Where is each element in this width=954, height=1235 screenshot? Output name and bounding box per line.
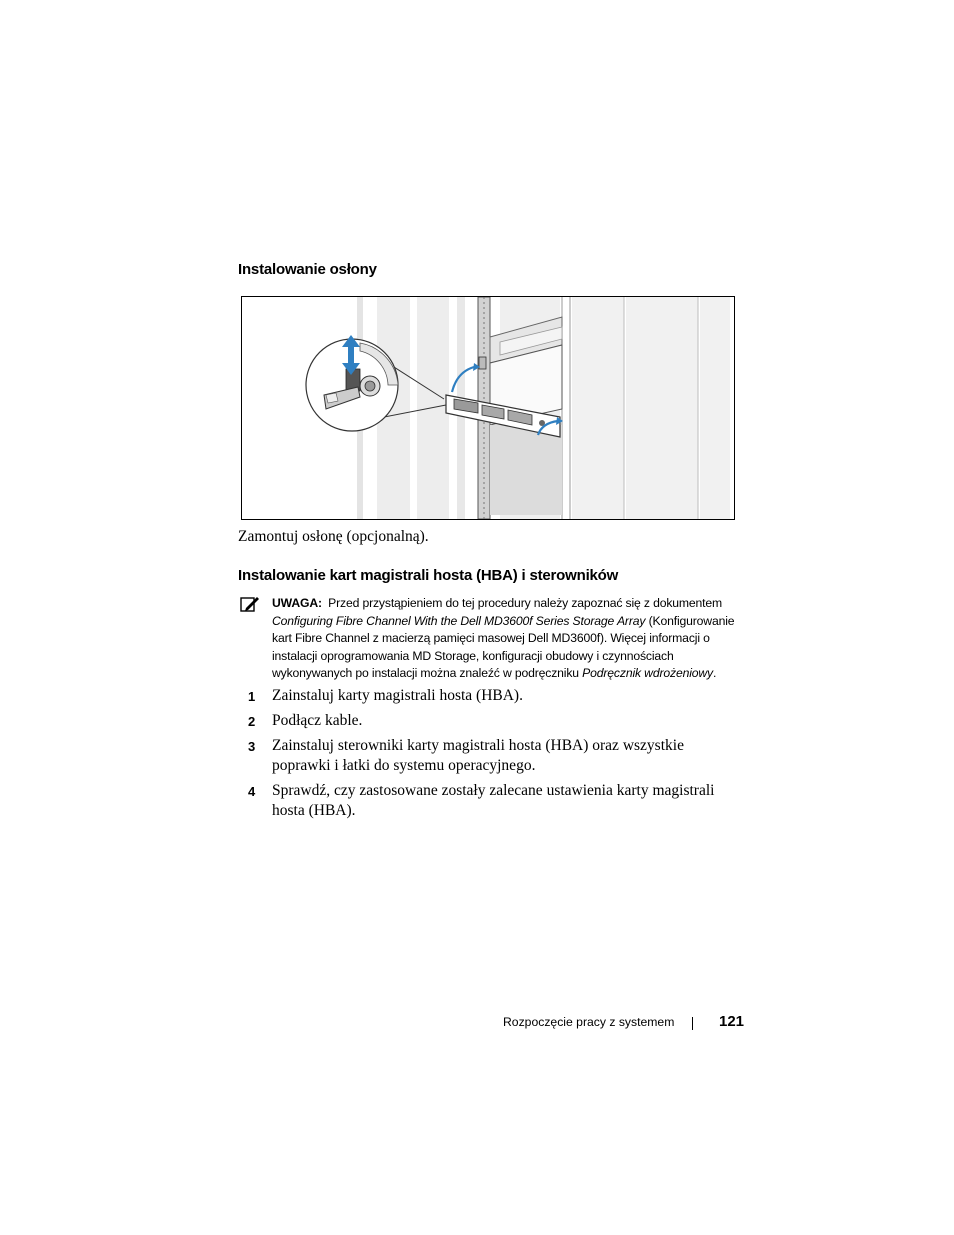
step-item: [248, 781, 740, 821]
step-number: 3: [248, 739, 256, 754]
step-text: Zainstaluj karty magistrali hosta (HBA).: [272, 687, 523, 704]
step-text: Zainstaluj sterowniki karty magistrali hosta (HBA) oraz wszystkie poprawki i łatki do systemu operacyjnego.: [272, 737, 684, 774]
note-text-part-3: .: [712, 666, 717, 681]
steps-list: [248, 686, 740, 826]
section-heading-bezel: Instalowanie osłony: [238, 261, 377, 278]
bezel-installation-figure: [241, 296, 735, 520]
step-number: 1: [248, 689, 256, 704]
note-label: UWAGA:: [272, 596, 322, 610]
note-guide-title: Podręcznik wdrożeniowy: [582, 666, 713, 681]
page-footer: [503, 1013, 745, 1030]
section-heading-hba: Instalowanie kart magistrali hosta (HBA) i sterowników: [238, 567, 619, 584]
step-text: Podłącz kable.: [272, 712, 363, 729]
footer-divider: [692, 1017, 693, 1030]
step-number: 2: [248, 714, 256, 729]
note-text-part-1: Przed przystąpieniem do tej procedury należy zapoznać się z dokumentem: [328, 596, 723, 610]
step-text: Sprawdź, czy zastosowane zostały zalecane ustawienia karty magistrali hosta (HBA).: [272, 782, 715, 819]
page-number: 121: [719, 1013, 745, 1030]
step-item: [248, 686, 740, 706]
step-number: 4: [248, 784, 256, 799]
note-text: [272, 595, 738, 683]
figure-caption: Zamontuj osłonę (opcjonalną).: [238, 528, 429, 545]
step-item: [248, 736, 740, 776]
note-text-part-2: (Konfigurowanie kart Fibre Channel z macierzą pamięci masowej Dell MD3600f). Więcej informacji o instalacji oprogramowania MD Storage, konfiguracji obudowy i czynnościach wykonywanych po instalacji można znaleźć w podręczniku: [272, 613, 735, 681]
bezel-illustration: [242, 297, 734, 519]
footer-section-title: Rozpoczęcie pracy z systemem: [503, 1015, 675, 1029]
step-item: [248, 711, 740, 731]
note-document-title: Configuring Fibre Channel With the Dell MD3600f Series Storage Array: [272, 613, 646, 628]
pencil-note-icon: [240, 595, 260, 613]
